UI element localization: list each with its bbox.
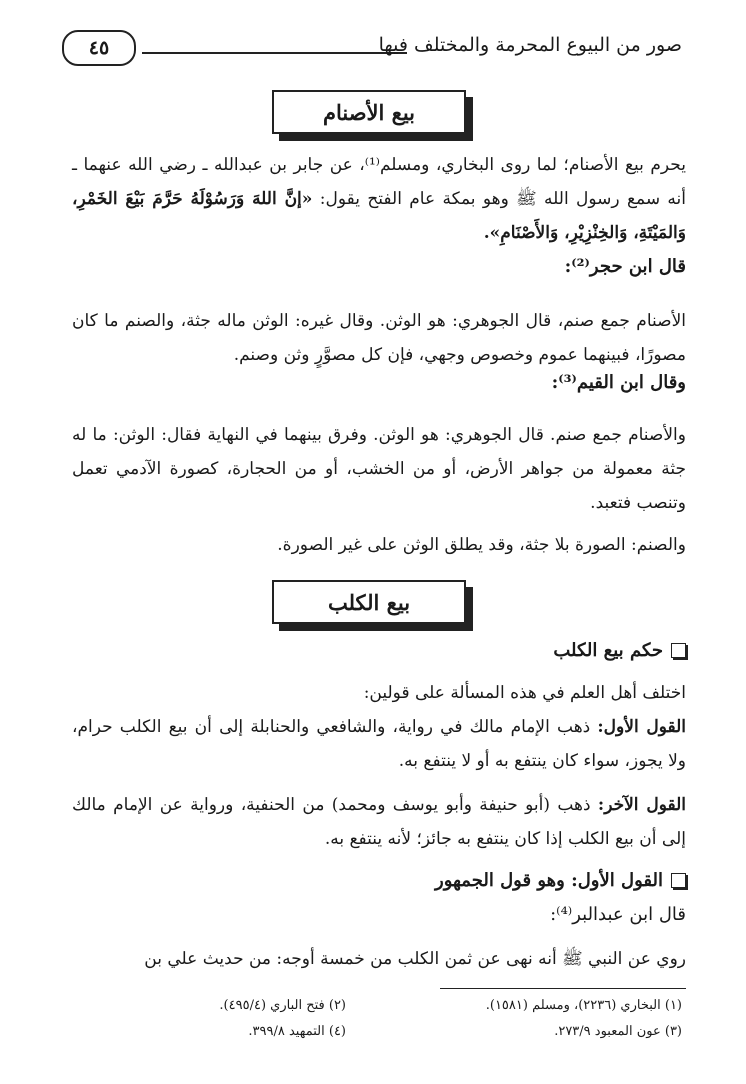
- running-title: صور من البيوع المحرمة والمختلف فيها: [378, 34, 682, 56]
- first-opinion-text: ذهب الإمام مالك في رواية، والشافعي والحنابلة إلى أن بيع الكلب حرام، ولا يجوز، سواء كان ينتفع به أو لا ينتفع به.: [72, 717, 686, 771]
- subheading-dog-ruling-text: حكم بيع الكلب: [553, 640, 663, 661]
- subheading-majority-opinion: [435, 870, 686, 891]
- heading-ibn-hajar: قال ابن حجر⁽²⁾:: [564, 256, 686, 277]
- footnote-rule: [440, 988, 686, 989]
- section-title-dog: بيع الكلب: [272, 580, 466, 624]
- paragraph-other-opinion: [72, 788, 686, 856]
- footnote-2: (٢) فتح الباري (٤٩٥/٤).: [219, 998, 346, 1013]
- other-opinion-text: ذهب (أبو حنيفة وأبو يوسف ومحمد) من الحنفية، ورواية عن الإمام مالك إلى أن بيع الكلب إذا كان ينتفع به جائز؛ لأنه ينتفع به.: [72, 795, 686, 849]
- paragraph-ibn-hajar: الأصنام جمع صنم، قال الجوهري: هو الوثن. وقال غيره: الوثن ماله جثة، والصنم ما كان مصورًا، فبينهما عموم وخصوص وجهي، فإن كل مصوَّرٍ وثن وصنم.: [72, 311, 686, 365]
- page-number: ٤٥: [62, 30, 136, 66]
- hadith-text: «إنَّ اللهَ وَرَسُوْلَهُ حَرَّمَ بَيْعَ الخَمْرِ، وَالمَيْتَةِ، وَالخِنْزِيْرِ، وَالأَصْنَامِ».: [72, 189, 686, 243]
- footnote-4: (٤) التمهيد ٣٩٩/٨.: [248, 1024, 346, 1039]
- other-opinion-label: القول الآخر:: [597, 795, 687, 815]
- heading-ibn-abd-al-barr: قال ابن عبدالبر⁽⁴⁾:: [550, 904, 686, 925]
- page-header: [62, 30, 682, 70]
- footnote-3: (٣) عون المعبود ٢٧٣/٩.: [554, 1024, 682, 1039]
- subheading-dog-ruling: [553, 640, 686, 661]
- paragraph-first-opinion: [72, 710, 686, 778]
- paragraph-idols-intro: [72, 148, 686, 250]
- checkbox-icon: [671, 873, 686, 888]
- paragraph-disagreement: اختلف أهل العلم في هذه المسألة على قولين:: [363, 683, 686, 703]
- paragraph-dog-price-narration: روي عن النبي ﷺ أنه نهى عن ثمن الكلب من خمسة أوجه: من حديث علي بن: [144, 949, 686, 969]
- paragraph-ibn-qayyim: والأصنام جمع صنم. قال الجوهري: هو الوثن. وفرق بينهما في النهاية فقال: الوثن: ما له جثة معمولة من جواهر الأرض، أو من الخشب، أو من الحجارة، كصورة الآدمي تعمل وتنصب فتعبد.: [72, 425, 686, 513]
- paragraph-idol-definition: والصنم: الصورة بلا جثة، وقد يطلق الوثن على غير الصورة.: [277, 535, 686, 555]
- first-opinion-label: القول الأول:: [597, 717, 686, 737]
- idols-intro-text: يحرم بيع الأصنام؛ لما روى البخاري، ومسلم⁽¹⁾، عن جابر بن عبدالله ـ رضي الله عنهما ـ أنه سمع رسول الله ﷺ وهو بمكة عام الفتح يقول:: [72, 155, 687, 209]
- section-title-idols: بيع الأصنام: [272, 90, 466, 134]
- checkbox-icon: [671, 643, 686, 658]
- heading-ibn-qayyim: وقال ابن القيم⁽³⁾:: [551, 372, 686, 393]
- subheading-majority-opinion-text: القول الأول: وهو قول الجمهور: [435, 870, 663, 891]
- footnote-1: (١) البخاري (٢٢٣٦)، ومسلم (١٥٨١).: [485, 998, 682, 1013]
- header-rule: [142, 52, 407, 54]
